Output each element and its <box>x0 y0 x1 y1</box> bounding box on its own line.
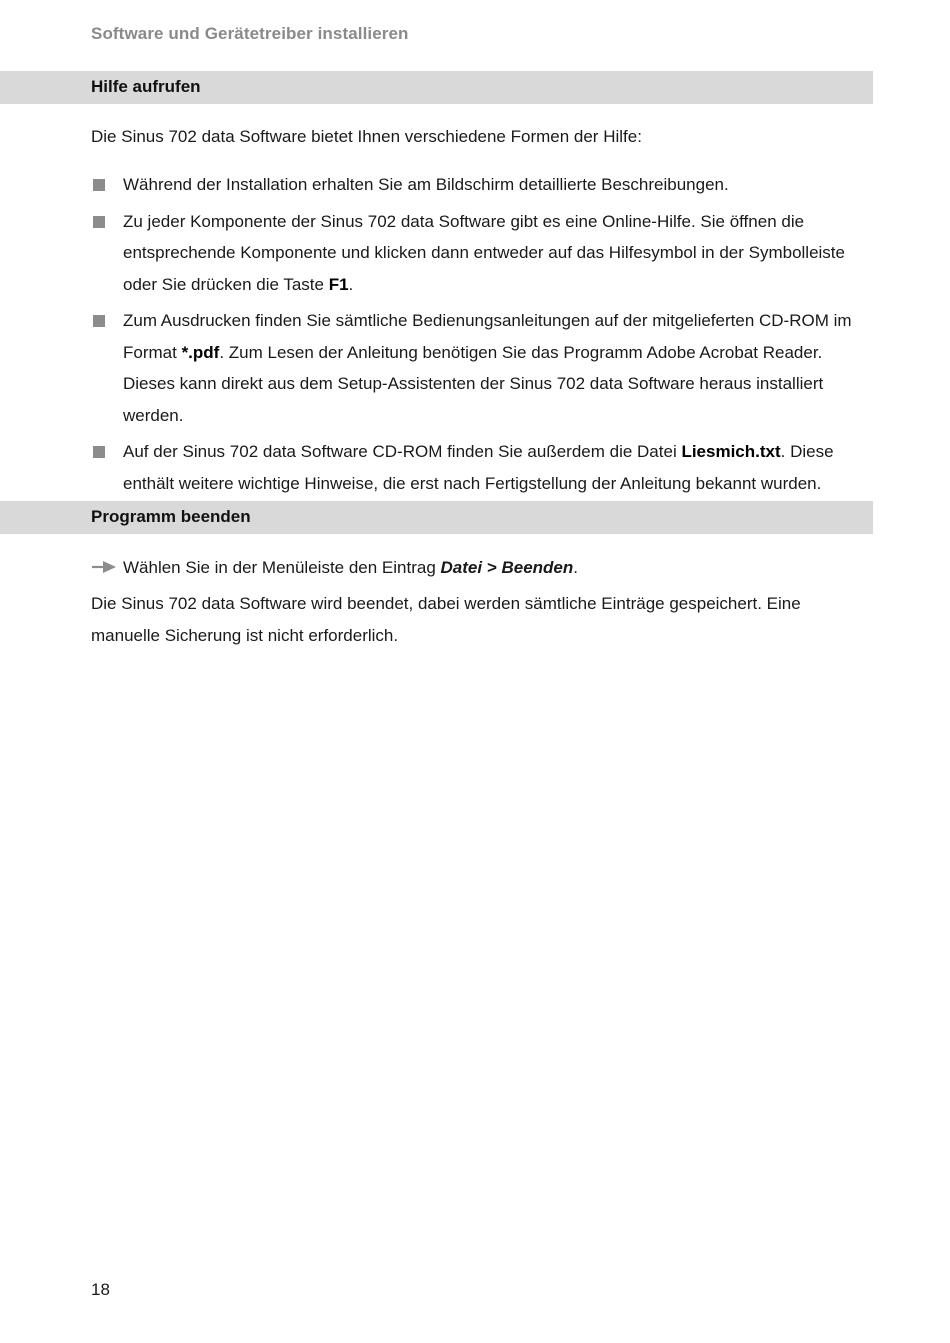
running-head: Software und Gerätetreiber installieren <box>91 24 409 43</box>
arrow-right-icon <box>91 559 117 575</box>
square-bullet-icon <box>93 446 105 458</box>
section-heading-bar <box>0 71 873 104</box>
section-heading-bar <box>0 501 873 534</box>
square-bullet-icon <box>93 179 105 191</box>
list-item-text: . <box>348 274 354 294</box>
action-text: Wählen Sie in der Menüleiste den Eintrag <box>123 558 441 577</box>
menu-path: Datei > Beenden <box>440 558 574 577</box>
list-item <box>91 206 871 301</box>
list-item-text: Zum Ausdrucken finden Sie sämtliche Bedienungsanleitungen auf der mitgelieferten CD-ROM im Format <box>123 311 852 362</box>
file-name: Liesmich.txt <box>681 442 781 461</box>
key-name: F1 <box>328 274 349 294</box>
square-bullet-icon <box>93 216 105 228</box>
list-item-text: Während der Installation erhalten Sie am Bildschirm detaillierte Beschreibungen. <box>123 175 729 194</box>
help-bullet-list <box>91 169 871 504</box>
square-bullet-icon <box>93 315 105 327</box>
list-item-text: Zu jeder Komponente der Sinus 702 data Software gibt es eine Online-Hilfe. Sie öffnen die entsprechende Komponente und klicken dann entweder auf das Hilfesymbol in der Symbolleiste oder Sie drücken die Taste <box>123 211 845 294</box>
list-item <box>91 436 871 499</box>
list-item <box>91 305 871 431</box>
outro-paragraph: Die Sinus 702 data Software wird beendet, dabei werden sämtliche Einträge gespeichert. Eine manuelle Sicherung ist nicht erforderlich. <box>91 594 801 645</box>
list-item-text: . Diese enthält weitere wichtige Hinweise, die erst nach Fertigstellung der Anleitung bekannt wurden. <box>123 442 834 493</box>
section-heading: Programm beenden <box>91 507 251 526</box>
list-item-text: Auf der Sinus 702 data Software CD-ROM finden Sie außerdem die Datei <box>123 442 682 461</box>
section-heading: Hilfe aufrufen <box>91 77 201 96</box>
action-text: . <box>573 558 578 577</box>
intro-paragraph: Die Sinus 702 data Software bietet Ihnen verschiedene Formen der Hilfe: <box>91 127 642 146</box>
action-step <box>91 552 871 584</box>
list-item-text: . Zum Lesen der Anleitung benötigen Sie das Programm Adobe Acrobat Reader. Dieses kann direkt aus dem Setup-Assistenten der Sinus 702 data Software heraus installiert werden. <box>123 342 824 425</box>
file-format: *.pdf <box>181 342 220 362</box>
list-item <box>91 169 871 201</box>
page-number: 18 <box>91 1280 110 1299</box>
